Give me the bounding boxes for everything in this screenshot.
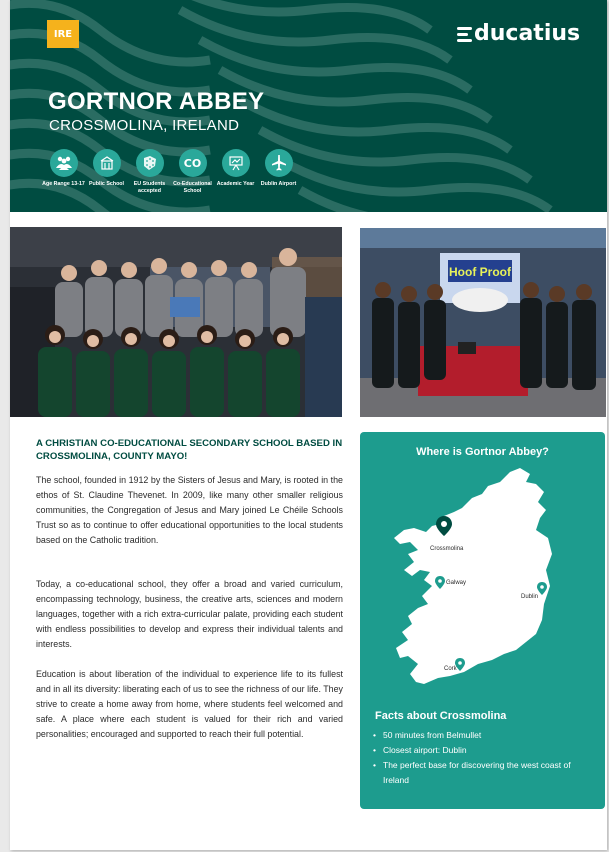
map-label-dublin: Dublin — [521, 594, 539, 600]
feature-eu-students: EU Students accepted — [128, 149, 171, 195]
students-stand-photo — [360, 228, 606, 417]
article-paragraph: Today, a co-educational school, they offer a broad and varied curriculum, encompassing technology, business, the creative arts, sciences and modern languages, together with a rich extra-curricular palate, providing each student with endless possibilities to develop and express their individual talents and interests. — [36, 579, 343, 649]
stand-banner-text: Hoof Proof — [449, 265, 511, 279]
co-icon: CO — [179, 149, 207, 177]
facts-title: Facts about Crossmolina — [375, 710, 507, 722]
feature-age-range: Age Range 13-17 — [42, 149, 85, 195]
feature-co-educational: CO Co-Educational School — [171, 149, 214, 195]
location-card-title: Where is Gortnor Abbey? — [416, 446, 549, 458]
list-item: • 50 minutes from Belmullet — [370, 728, 595, 743]
feature-dublin-airport: Dublin Airport — [257, 149, 300, 195]
eu-stars-icon — [136, 149, 164, 177]
feature-icons — [42, 149, 300, 195]
school-building-icon — [93, 149, 121, 177]
students-group-photo — [10, 227, 342, 417]
list-item: • The perfect base for discovering the west coast of Ireland — [370, 758, 595, 788]
group-icon — [50, 149, 78, 177]
logo-e-icon — [457, 24, 473, 44]
feature-public-school: Public School — [85, 149, 128, 195]
school-title: GORTNOR ABBEY — [48, 88, 265, 115]
article-paragraph: Education is about liberation of the individual to experience life to its fullest and in all its diversity: liberating each of us to see the richness of our life. They strive to create a home away from home, where students feel welcomed and safe. A place where each student is valued for their rich and varied personalities; encouraged and supported to reach their full potential. — [36, 669, 343, 739]
country-tag: IRE — [47, 20, 79, 48]
ireland-map — [360, 458, 605, 718]
facts-list — [370, 728, 595, 788]
map-label-galway: Galway — [446, 580, 467, 586]
article-paragraph: The school, founded in 1912 by the Sisters of Jesus and Mary, is rooted in the ethos of St. Claudine Thevenet. In 2009, like many other smaller religious communities, the Congregation of Jesus and Mary joined Le Chéile Schools Trust so as to continue to offer educational opportunities to the local students based on the Catholic tradition. — [36, 475, 343, 545]
school-location: CROSSMOLINA, IRELAND — [49, 117, 240, 134]
map-label-crossmolina: Crossmolina — [430, 546, 464, 552]
logo-text: ducatius — [474, 21, 581, 46]
brochure-page — [10, 0, 607, 850]
article-heading: A CHRISTIAN CO-EDUCATIONAL SECONDARY SCHOOL BASED IN CROSSMOLINA, COUNTY MAYO! — [36, 438, 343, 462]
airplane-icon — [265, 149, 293, 177]
feature-academic-year: Academic Year — [214, 149, 257, 195]
educatius-logo — [457, 21, 580, 46]
presentation-board-icon — [222, 149, 250, 177]
header-banner — [10, 0, 607, 212]
location-card — [360, 432, 605, 809]
list-item: • Closest airport: Dublin — [370, 743, 595, 758]
map-label-cork: Cork — [444, 666, 457, 672]
